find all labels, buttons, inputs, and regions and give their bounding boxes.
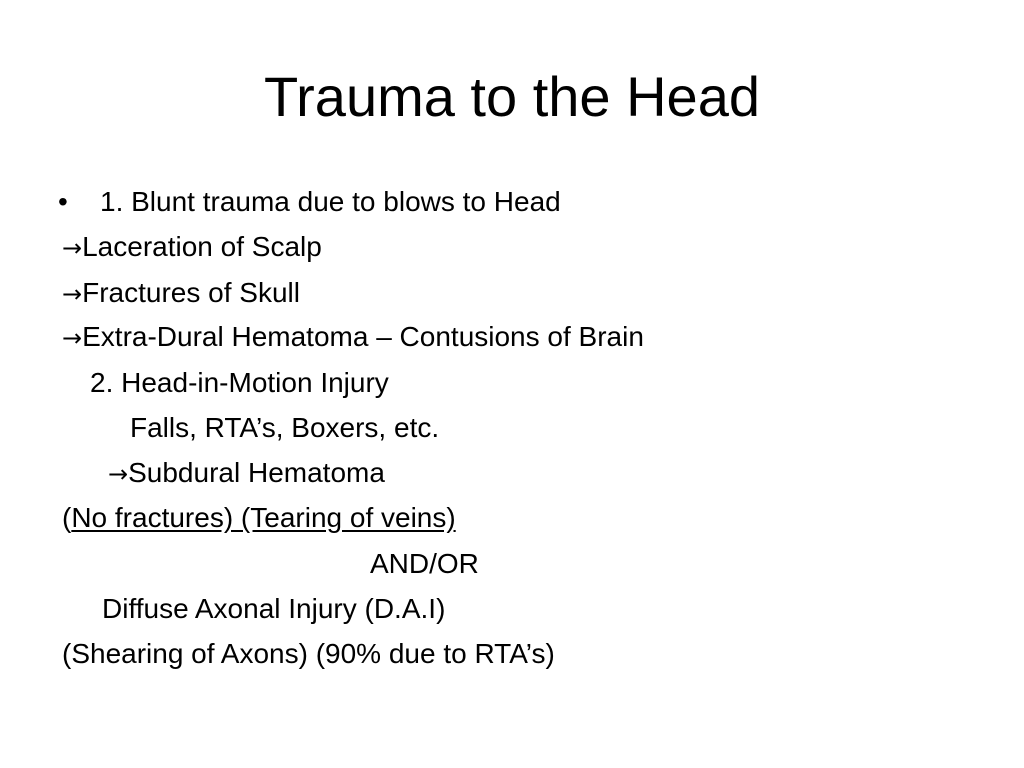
line-text: Laceration of Scalp xyxy=(82,231,322,262)
list-item-and-or xyxy=(370,547,479,581)
arrow-right-icon: → xyxy=(62,324,83,352)
arrow-right-icon: → xyxy=(62,280,83,308)
line-text: 1. Blunt trauma due to blows to Head xyxy=(100,186,561,217)
open-paren: ( xyxy=(62,502,72,533)
line-text: (Shearing of Axons) (90% due to RTA’s) xyxy=(62,638,555,669)
list-item-no-fractures xyxy=(62,501,456,535)
underlined-text: No fractures) (Tearing of veins) xyxy=(71,502,456,533)
list-item-extradural xyxy=(62,320,644,355)
list-item-causes xyxy=(130,411,439,445)
list-item-shearing xyxy=(62,637,555,671)
bullet-icon: • xyxy=(58,186,68,217)
list-item-subdural xyxy=(108,456,385,491)
arrow-right-icon: → xyxy=(108,460,129,488)
arrow-right-icon: → xyxy=(62,234,83,262)
list-item-dai xyxy=(102,592,445,626)
list-item-laceration xyxy=(62,230,322,265)
line-text: AND/OR xyxy=(370,548,479,579)
list-item-head-in-motion xyxy=(90,366,389,400)
line-text: Falls, RTA’s, Boxers, etc. xyxy=(130,412,440,443)
line-text: Extra-Dural Hematoma – Contusions of Brain xyxy=(82,321,644,352)
slide-title: Trauma to the Head xyxy=(264,65,760,128)
line-text: 2. Head-in-Motion Injury xyxy=(90,367,389,398)
line-text: Fractures of Skull xyxy=(82,277,300,308)
list-item-fractures xyxy=(62,276,300,311)
line-text: Subdural Hematoma xyxy=(128,457,385,488)
line-text: Diffuse Axonal Injury (D.A.I) xyxy=(102,593,446,624)
